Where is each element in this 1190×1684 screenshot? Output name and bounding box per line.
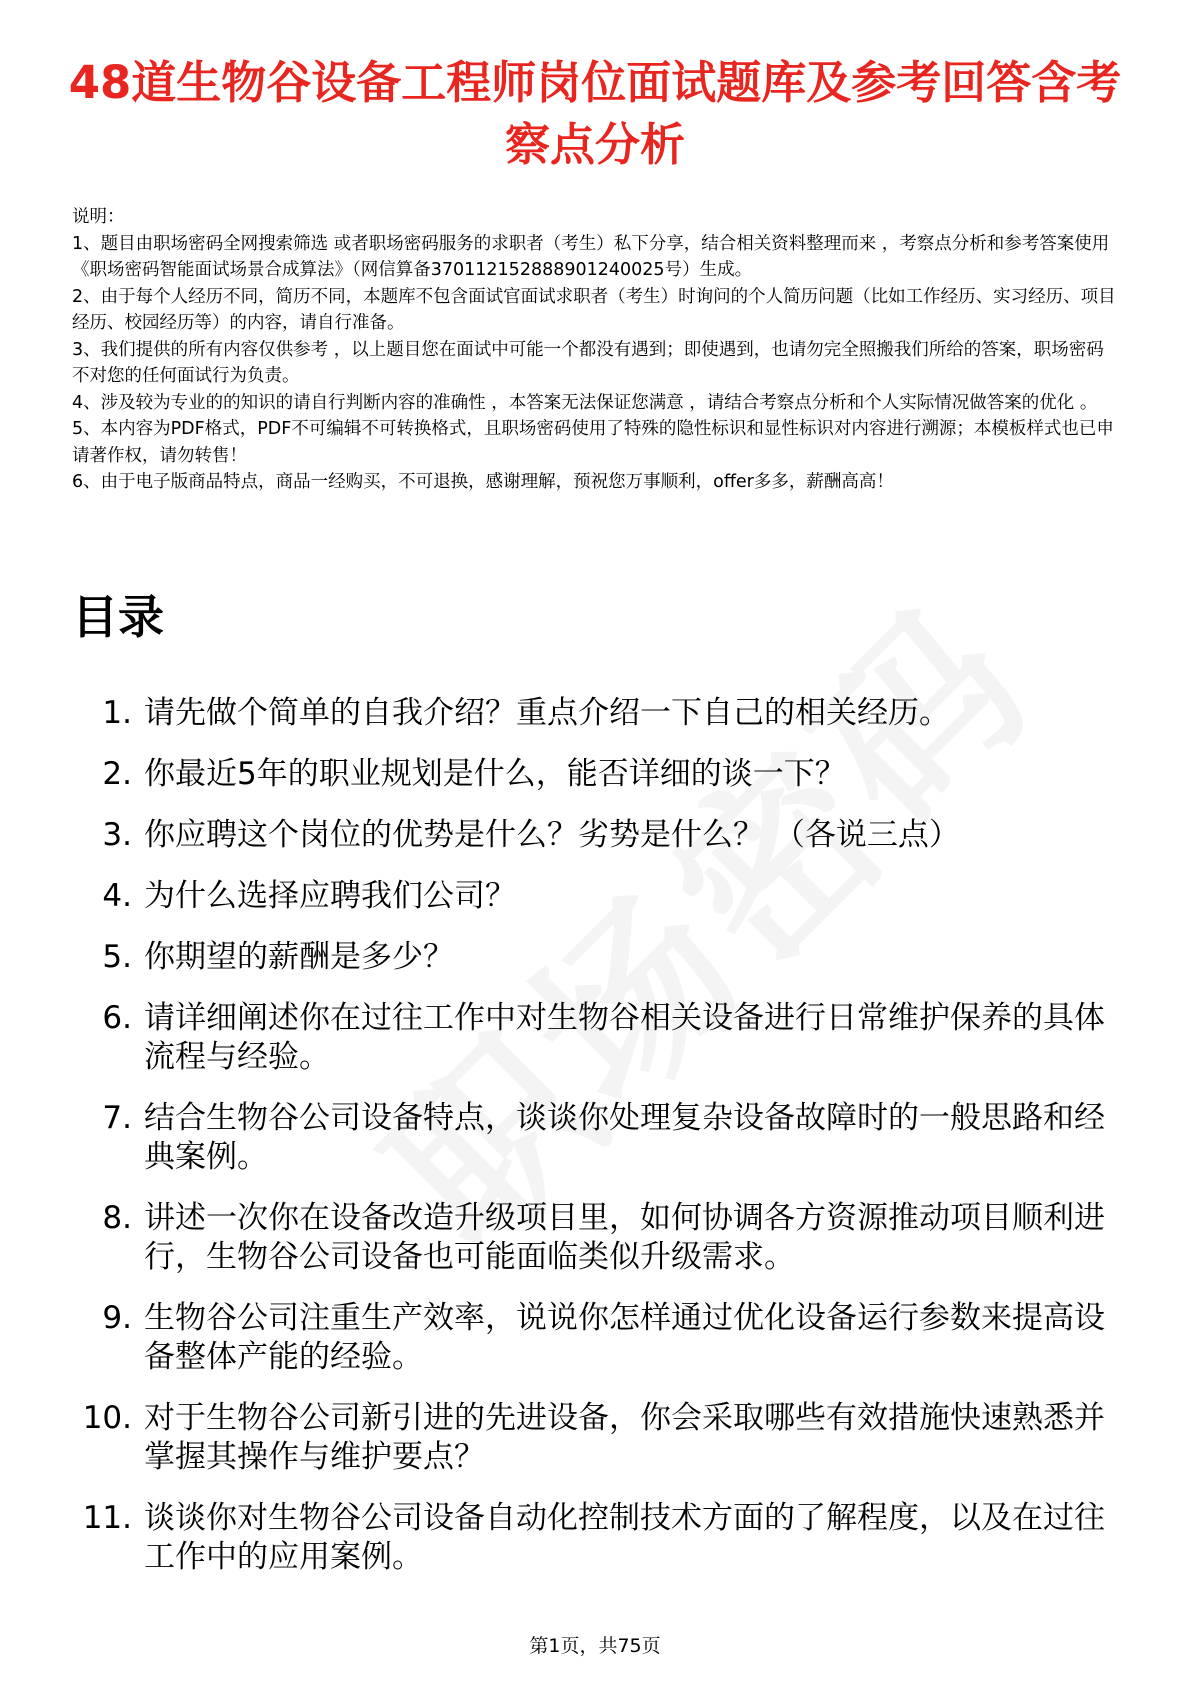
toc-item-text[interactable]: 结合生物谷公司设备特点，谈谈你处理复杂设备故障时的一般思路和经典案例。: [144, 1100, 1105, 1175]
toc-item-text[interactable]: 生物谷公司注重生产效率，说说你怎样通过优化设备运行参数来提高设备整体产能的经验。: [144, 1300, 1105, 1375]
toc-item[interactable]: [72, 755, 1120, 794]
toc-item-text[interactable]: 谈谈你对生物谷公司设备自动化控制技术方面的了解程度，以及在过往工作中的应用案例。: [144, 1500, 1105, 1575]
toc-item[interactable]: [72, 1299, 1120, 1377]
toc-heading: 目录: [72, 590, 164, 644]
toc-item-text[interactable]: 你期望的薪酬是多少？: [144, 939, 454, 975]
toc-item[interactable]: [72, 1099, 1120, 1177]
toc-item-text[interactable]: 讲述一次你在设备改造升级项目里，如何协调各方资源推动项目顺利进行，生物谷公司设备也可能面临类似升级需求。: [144, 1200, 1105, 1275]
toc-item-number: 8.: [102, 1200, 132, 1236]
notes-heading: 说明：: [72, 207, 125, 227]
toc-item-number: 10.: [82, 1400, 132, 1436]
toc-item-number: 3.: [102, 817, 132, 853]
toc-item[interactable]: [72, 816, 1120, 855]
toc-item-number: 9.: [102, 1300, 132, 1336]
toc-item-number: 6.: [102, 1000, 132, 1036]
toc-item[interactable]: [72, 1199, 1120, 1277]
toc-item-number: 7.: [102, 1100, 132, 1136]
toc-list: [72, 694, 1120, 1599]
toc-item[interactable]: [72, 694, 1120, 733]
toc-item[interactable]: [72, 1499, 1120, 1577]
toc-item[interactable]: [72, 877, 1120, 916]
toc-item-text[interactable]: 对于生物谷公司新引进的先进设备，你会采取哪些有效措施快速熟悉并掌握其操作与维护要点？: [144, 1400, 1105, 1475]
toc-item[interactable]: [72, 999, 1120, 1077]
toc-item-number: 2.: [102, 756, 132, 792]
toc-item-number: 4.: [102, 878, 132, 914]
toc-item-text[interactable]: 为什么选择应聘我们公司？: [144, 878, 516, 914]
toc-item-text[interactable]: 请详细阐述你在过往工作中对生物谷相关设备进行日常维护保养的具体流程与经验。: [144, 1000, 1105, 1075]
toc-item-number: 5.: [102, 939, 132, 975]
notes-item-1: 1、题目由职场密码全网搜索筛选 或者职场密码服务的求职者（考生）私下分享，结合相关资料整理而来 ，考察点分析和参考答案使用《职场密码智能面试场景合成算法》（网信算备370112152888901240025号）生成。: [72, 233, 1110, 280]
toc-item-number: 1.: [102, 695, 132, 731]
notes-item-4: 4、涉及较为专业的的知识的请自行判断内容的准确性 ，本答案无法保证您满意 ，请结合考察点分析和个人实际情况做答案的优化 。: [72, 392, 1098, 413]
notes-section: [72, 204, 1120, 496]
notes-item-2: 2、由于每个人经历不同，简历不同，本题库不包含面试官面试求职者（考生）时询问的个人简历问题（比如工作经历、实习经历、项目经历、校园经历等）的内容，请自行准备。: [72, 286, 1116, 333]
notes-item-5: 5、本内容为PDF格式，PDF不可编辑不可转换格式，且职场密码使用了特殊的隐性标识和显性标识对内容进行溯源；本模板样式也已申请著作权，请勿转售！: [72, 419, 1114, 466]
page-title: 48道生物谷设备工程师岗位面试题库及参考回答含考察点分析: [68, 56, 1122, 171]
toc-item-number: 11.: [82, 1500, 132, 1536]
toc-item-text[interactable]: 请先做个简单的自我介绍？重点介绍一下自己的相关经历。: [144, 695, 950, 731]
toc-item[interactable]: [72, 1399, 1120, 1477]
toc-item-text[interactable]: 你最近5年的职业规划是什么，能否详细的谈一下？: [144, 756, 846, 792]
page-footer: 第1页，共75页: [529, 1635, 661, 1657]
notes-item-6: 6、由于电子版商品特点，商品一经购买，不可退换，感谢理解，预祝您万事顺利，offer多多，薪酬高高！: [72, 472, 894, 492]
toc-item-text[interactable]: 你应聘这个岗位的优势是什么？劣势是什么？ （各说三点）: [144, 817, 960, 853]
notes-item-3: 3、我们提供的所有内容仅供参考 ，以上题目您在面试中可能一个都没有遇到；即使遇到，也请勿完全照搬我们所给的答案，职场密码不对您的任何面试行为负责。: [72, 339, 1104, 386]
toc-item[interactable]: [72, 938, 1120, 977]
